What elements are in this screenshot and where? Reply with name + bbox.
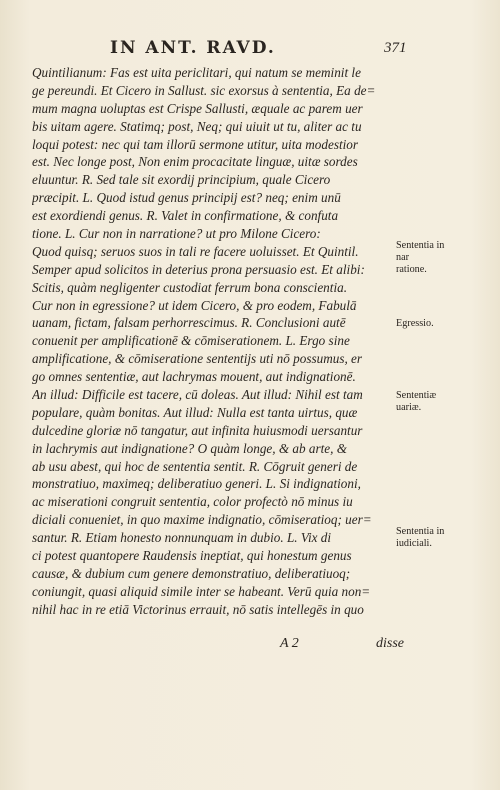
margin-note-line: ratione. [396,264,427,275]
margin-note-variae [396,390,458,414]
text-line: Cur non in egressione? ut idem Cicero, & pro eodem, Fabulā [32,297,357,313]
text-line: dulcedine gloriæ nō tangatur, aut infinita huiusmodi uersantur [32,422,363,438]
text-line: uanam, fictam, falsam perhorrescimus. R. Conclusioni autē [32,315,346,331]
margin-note-egressio [396,318,458,330]
text-line: causæ, & dubium cum genere demonstratiuo, deliberatiuoq; [32,565,351,581]
main-text-block [32,64,392,619]
text-line: ac miserationi congruit sententia, color profectò nō minus iu [32,494,353,510]
signature-mark: A 2 [280,636,299,651]
margin-note-narratione [396,240,458,276]
text-line: diciali conueniet, in quo maxime indignatio, cōmiseratioq; uer= [32,512,372,528]
text-line: An illud: Difficile est tacere, cū doleas. Aut illud: Nihil est tam [32,387,363,403]
text-line: tione. L. Cur non in narratione? ut pro Milone Cicero: [32,226,321,242]
text-line: mum magna uoluptas est Crispe Sallusti, æquale ac parem uer [32,100,363,116]
text-line: populare, quàm bonitas. Aut illud: Nulla est tanta uirtus, quæ [32,404,358,420]
text-line: Quod quisq; seruos suos in tali re facere uoluisset. Et Quintil. [32,243,359,259]
text-line: bis uitam agere. Statimq; post, Neq; qui uiuit ut tu, aliter ac tu [32,118,362,134]
margin-note-iudiciali [396,526,458,550]
running-head: IN ANT. RAVD. [110,38,276,58]
text-line: in lachrymis aut indignatione? O quàm longe, & ab arte, & [32,440,348,456]
text-line: loqui potest: nec qui tam illorū sermone utitur, uita modestior [32,136,359,152]
margin-note-line: uariæ. [396,402,422,413]
text-line: Semper apud solicitos in deterius prona persuasio est. Et alibi: [32,261,365,277]
text-line: santur. R. Etiam honesto nonnunquam in dubio. L. Vix di [32,530,332,546]
text-line: monstratiuo, maximeq; deliberatiuo generi. L. Si indignationi, [32,476,361,492]
text-line: conuenit per amplificationē & cōmiserationem. L. Ergo sine [32,333,350,349]
text-line: ci potest quantopere Raudensis ineptiat, qui honestum genus [32,548,352,564]
text-line: Scitis, quàm negligenter custodiat ferrum bona conscientia. [32,279,347,295]
text-line: go omnes sententiæ, aut lachrymas mouent, aut indignationē. [32,369,356,385]
text-line: ab usu abest, qui hoc de sententia sentit. R. Cōgruit generi de [32,458,358,474]
page-header [0,38,500,62]
text-line: est. Nec longe post, Non enim procacitate linguæ, uitæ sordes [32,154,358,170]
catchword: disse [376,636,404,651]
page-footer [280,636,420,656]
margin-note-line: Sententiæ [396,390,437,401]
text-line: est exordiendi genus. R. Valet in confirmatione, & confuta [32,208,339,224]
page-number: 371 [384,40,407,56]
text-line: Quintilianum: Fas est uita periclitari, qui natum se meminit le [32,65,361,80]
margin-note-line: Sententia in [396,526,445,537]
margin-note-line: Egressio. [396,318,434,329]
text-line: coniungit, quasi aliquid simile inter se habeant. Verū quia non= [32,583,371,599]
margin-note-line: iudiciali. [396,538,432,549]
margin-note-line: Sententia in nar [396,240,445,263]
text-line: præcipit. L. Quod istud genus principij est? neq; enim unū [32,190,341,206]
text-line: amplificatione, & cōmiseratione sententijs uti nō possumus, er [32,351,363,367]
text-line: ge pereundi. Et Cicero in Sallust. sic exorsus à sententia, Ea de= [32,82,376,98]
text-line: eluuntur. R. Sed tale sit exordij principium, quale Cicero [32,172,331,188]
text-line: nihil hac in re etiā Victorinus errauit, nō satis intellegēs in quo [32,601,364,617]
